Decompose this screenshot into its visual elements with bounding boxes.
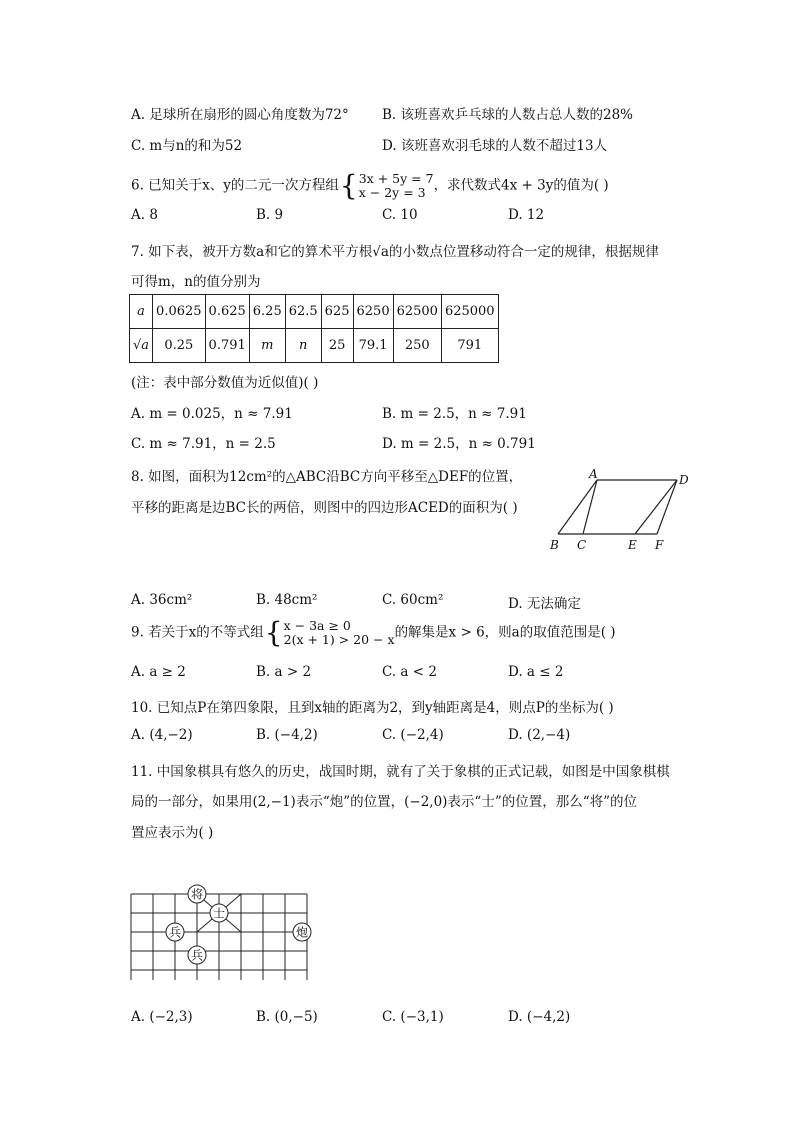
q6-stem-after: ，求代数式4x + 3y的值为( ) [433, 177, 609, 194]
q7-option-d[interactable]: D. m = 2.5，n ≈ 0.791 [382, 436, 536, 452]
table-cell: 625 [321, 295, 353, 329]
q8-option-d[interactable]: D. 无法确定 [508, 596, 581, 612]
q5-option-d[interactable]: D. 该班喜欢羽毛球的人数不超过13人 [382, 138, 608, 154]
q6-stem [131, 169, 609, 202]
q8-stem-line2: 平移的距离是边BC长的两倍，则图中的四边形ACED的面积为( ) [131, 500, 518, 516]
segment-ac [583, 480, 597, 534]
piece-pao [293, 923, 311, 941]
q8-stem-line1: 8. 如图，面积为12cm²的△ABC沿BC方向平移至△DEF的位置， [131, 469, 523, 485]
piece-shi [210, 904, 228, 922]
piece-bing-2 [188, 946, 206, 964]
piece-jiang [188, 885, 206, 903]
label-a: A [589, 467, 598, 481]
q9-brace: { [264, 616, 283, 649]
q7-option-c[interactable]: C. m ≈ 7.91，n = 2.5 [131, 436, 276, 452]
q10-option-b[interactable]: B. (−4,2) [256, 727, 318, 743]
segment-de [635, 480, 677, 534]
q6-option-a[interactable]: A. 8 [131, 207, 158, 223]
q9-ineq1: x − 3a ≥ 0 [283, 618, 351, 633]
segment-df [657, 480, 677, 534]
table-cell: 62.5 [285, 295, 321, 329]
table-cell: 25 [321, 329, 353, 363]
label-d: D [679, 473, 689, 487]
q8-option-c[interactable]: C. 60cm² [382, 592, 444, 608]
q11-stem-line1: 11. 中国象棋具有悠久的历史，战国时期，就有了关于象棋的正式记载，如图是中国象棋棋 [131, 764, 670, 780]
label-e: E [628, 538, 637, 552]
q11-option-b[interactable]: B. (0,−5) [256, 1009, 318, 1025]
piece-jiang-label: 将 [190, 887, 204, 902]
piece-bing-2-label: 兵 [190, 948, 204, 963]
q9-option-a[interactable]: A. a ≥ 2 [131, 664, 186, 680]
q8-option-b[interactable]: B. 48cm² [256, 592, 318, 608]
q11-option-a[interactable]: A. (−2,3) [131, 1009, 193, 1025]
q10-stem: 10. 已知点P在第四象限，且到x轴的距离为2，到y轴距离是4，则点P的坐标为( ) [131, 700, 614, 716]
q9-stem-after: 的解集是x > 6，则a的取值范围是( ) [394, 624, 616, 641]
table-cell: 6.25 [249, 295, 285, 329]
q10-option-a[interactable]: A. (4,−2) [131, 727, 193, 743]
table-cell: √a [130, 329, 153, 363]
table-cell: n [285, 329, 321, 363]
q11-stem-line2: 局的一部分，如果用(2,−1)表示“炮”的位置，(−2,0)表示“士”的位置，那么“将”的位 [131, 794, 638, 810]
q9-ineq2: 2(x + 1) > 20 − x [283, 632, 395, 647]
q9-system [284, 619, 395, 647]
q5-option-c[interactable]: C. m与n的和为52 [131, 138, 243, 154]
q10-option-c[interactable]: C. (−2,4) [382, 727, 444, 743]
q6-brace: { [339, 169, 358, 202]
q6-system [359, 172, 434, 200]
label-f: F [655, 538, 664, 552]
q7-option-a[interactable]: A. m = 0.025，n ≈ 7.91 [131, 406, 293, 422]
q9-option-c[interactable]: C. a < 2 [382, 664, 437, 680]
q9-stem [131, 616, 616, 649]
q6-stem-before: 6. 已知关于x、y的二元一次方程组 [131, 177, 339, 194]
table-cell: 250 [393, 329, 441, 363]
q7-table [129, 294, 499, 363]
q11-option-d[interactable]: D. (−4,2) [508, 1009, 571, 1025]
table-cell: 625000 [441, 295, 498, 329]
q5-option-b[interactable]: B. 该班喜欢乒乓球的人数占总人数的28% [382, 107, 634, 123]
q6-eq1: 3x + 5y = 7 [358, 171, 434, 186]
q8-figure [545, 466, 695, 556]
q8-option-a[interactable]: A. 36cm² [131, 592, 193, 608]
segment-ab [558, 480, 597, 534]
q6-option-d[interactable]: D. 12 [508, 207, 545, 223]
q10-option-d[interactable]: D. (2,−4) [508, 727, 571, 743]
table-cell: 0.0625 [153, 295, 206, 329]
piece-bing-1-label: 兵 [168, 925, 182, 940]
label-b: B [550, 538, 559, 552]
q11-stem-line3: 置应表示为( ) [131, 825, 214, 841]
table-cell: 791 [441, 329, 498, 363]
piece-shi-label: 士 [212, 906, 226, 921]
piece-bing-1 [166, 923, 184, 941]
table-cell: 0.25 [153, 329, 206, 363]
table-cell: 0.791 [205, 329, 249, 363]
q9-option-b[interactable]: B. a > 2 [256, 664, 312, 680]
q11-chess-board [125, 880, 315, 985]
q7-table-row-a [130, 295, 499, 329]
q7-stem-line1: 7. 如下表，被开方数a和它的算术平方根√a的小数点位置移动符合一定的规律，根据规律 [131, 244, 659, 260]
label-c: C [577, 538, 587, 552]
q5-option-a[interactable]: A. 足球所在扇形的圆心角度数为72° [131, 107, 349, 123]
q7-option-b[interactable]: B. m = 2.5，n ≈ 7.91 [382, 406, 527, 422]
q9-stem-before: 9. 若关于x的不等式组 [131, 624, 264, 641]
q6-option-c[interactable]: C. 10 [382, 207, 418, 223]
q7-stem-line2: 可得m，n的值分别为 [131, 274, 261, 290]
table-cell: 62500 [393, 295, 441, 329]
q7-note: (注：表中部分数值为近似值)( ) [131, 375, 319, 391]
table-cell: 6250 [353, 295, 393, 329]
q11-option-c[interactable]: C. (−3,1) [382, 1009, 444, 1025]
table-cell: 79.1 [353, 329, 393, 363]
piece-pao-label: 炮 [295, 925, 309, 940]
table-cell: 0.625 [205, 295, 249, 329]
table-cell: a [130, 295, 153, 329]
q6-eq2: x − 2y = 3 [358, 185, 426, 200]
table-cell: m [249, 329, 285, 363]
q9-option-d[interactable]: D. a ≤ 2 [508, 664, 564, 680]
q7-table-row-sqrt [130, 329, 499, 363]
q6-option-b[interactable]: B. 9 [256, 207, 284, 223]
